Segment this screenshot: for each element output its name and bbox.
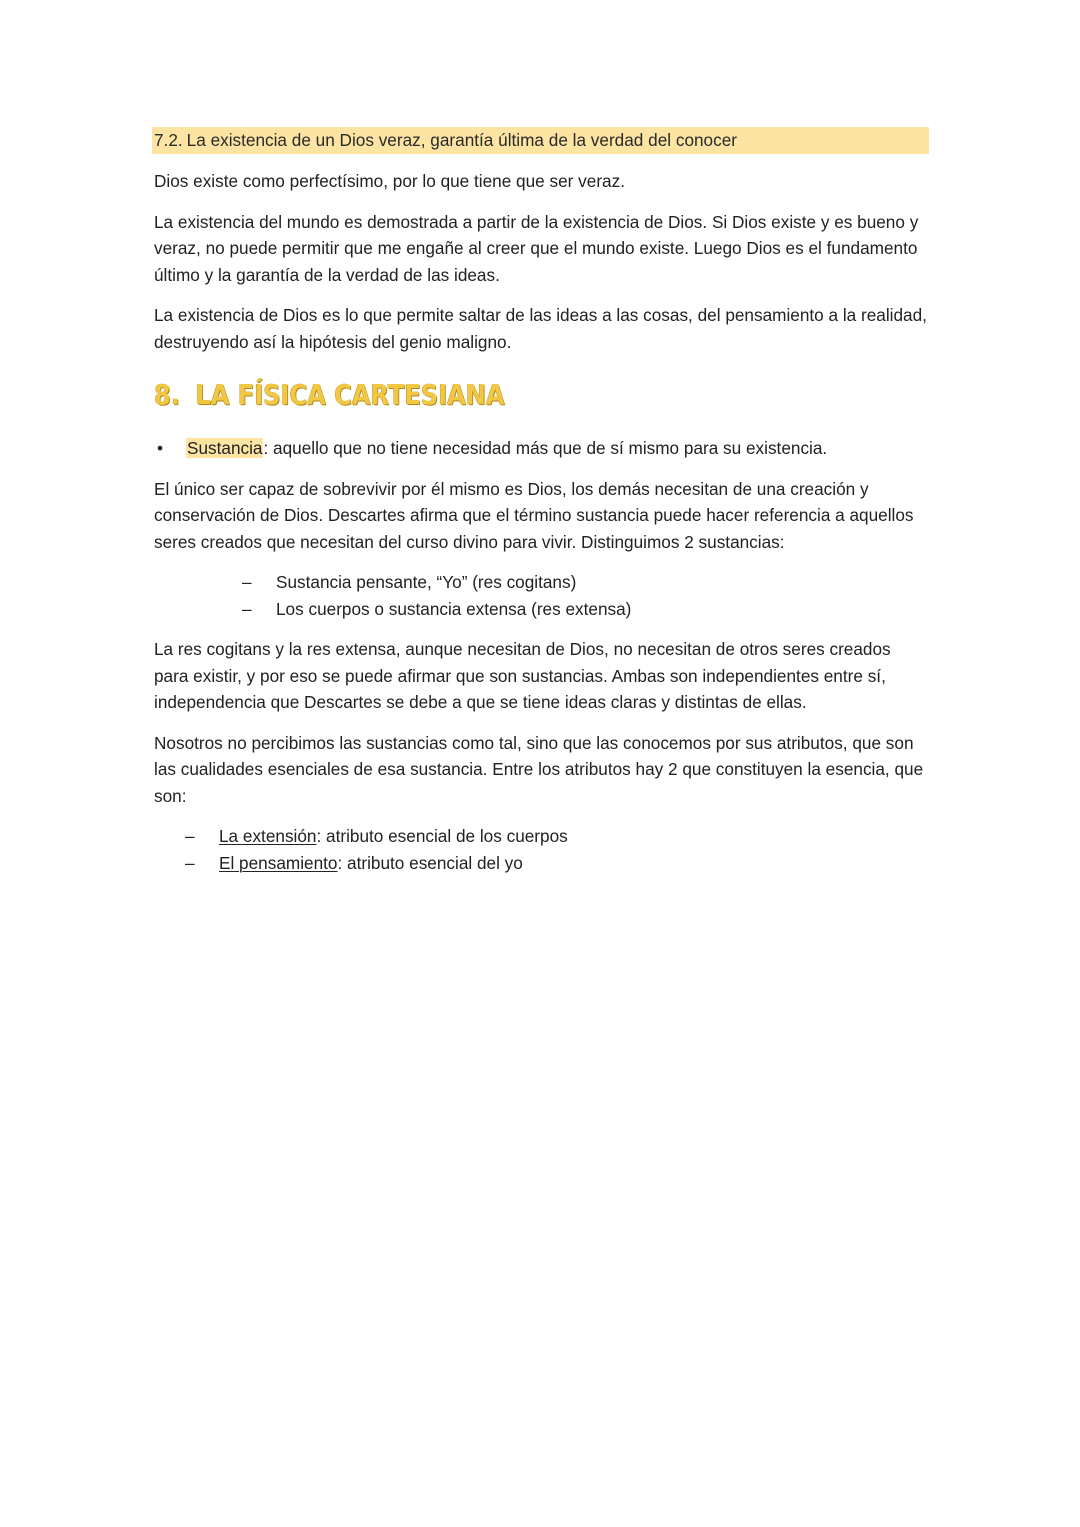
highlighted-term: Sustancia xyxy=(187,438,263,458)
dash-icon: – xyxy=(185,826,195,846)
paragraph: Dios existe como perfectísimo, por lo que tiene que ser veraz. xyxy=(154,171,625,191)
substances-list xyxy=(154,569,929,622)
list-item-text: : atributo esencial del yo xyxy=(337,852,523,873)
section-number: 8. xyxy=(154,378,180,411)
page-content xyxy=(154,127,929,890)
paragraph: La existencia de Dios es lo que permite saltar de las ideas a las cosas, del pensamiento a la realidad, destruyendo así la hipótesis del genio maligno. xyxy=(154,305,927,352)
attributes-list xyxy=(154,823,929,876)
definition-text: : aquello que no tiene necesidad más que de sí mismo para su existencia. xyxy=(263,438,828,458)
list-item xyxy=(154,850,929,877)
paragraph: Nosotros no percibimos las sustancias como tal, sino que las conocemos por sus atributos, que son las cualidades esenciales de esa sustancia. Entre los atributos hay 2 que constituyen la esencia, que son: xyxy=(154,732,924,806)
list-item xyxy=(154,569,929,596)
underlined-term: El pensamiento xyxy=(219,852,338,873)
list-item xyxy=(154,435,929,462)
underlined-term: La extensión xyxy=(219,826,317,846)
bullet-icon: • xyxy=(156,438,164,458)
list-item-text: Sustancia pensante, “Yo” (res cogitans) xyxy=(276,572,577,592)
subsection-heading xyxy=(152,127,929,154)
subsection-number: 7.2. xyxy=(154,130,183,150)
list-item xyxy=(154,823,929,850)
list-item-text: : atributo esencial de los cuerpos xyxy=(316,826,568,846)
paragraph: La res cogitans y la res extensa, aunque necesitan de Dios, no necesitan de otros seres creados para existir, y por eso se puede afirmar que son sustancias. Ambas son independientes entre sí, independencia que Descartes se debe a que se tiene ideas claras y distintas de ellas. xyxy=(154,639,891,712)
section-heading xyxy=(154,369,821,421)
dash-icon: – xyxy=(242,598,252,619)
section-title: LA FÍSICA CARTESIANA xyxy=(195,378,505,411)
paragraph: La existencia del mundo es demostrada a partir de la existencia de Dios. Si Dios existe y es bueno y veraz, no puede permitir que me engañe al creer que el mundo existe. Luego Dios es el fundamento último y la garantía de la verdad de las ideas. xyxy=(154,211,919,285)
subsection-title: La existencia de un Dios veraz, garantía última de la verdad del conocer xyxy=(186,130,737,150)
definition-list xyxy=(154,435,929,462)
list-item xyxy=(154,596,929,623)
list-item-text: Los cuerpos o sustancia extensa (res extensa) xyxy=(276,598,632,619)
paragraph: El único ser capaz de sobrevivir por él mismo es Dios, los demás necesitan de una creación y conservación de Dios. Descartes afirma que el término sustancia puede hacer referencia a aquellos seres creados que necesitan del curso divino para vivir. Distinguimos 2 sustancias: xyxy=(154,478,914,552)
dash-icon: – xyxy=(185,852,195,873)
dash-icon: – xyxy=(242,572,252,592)
